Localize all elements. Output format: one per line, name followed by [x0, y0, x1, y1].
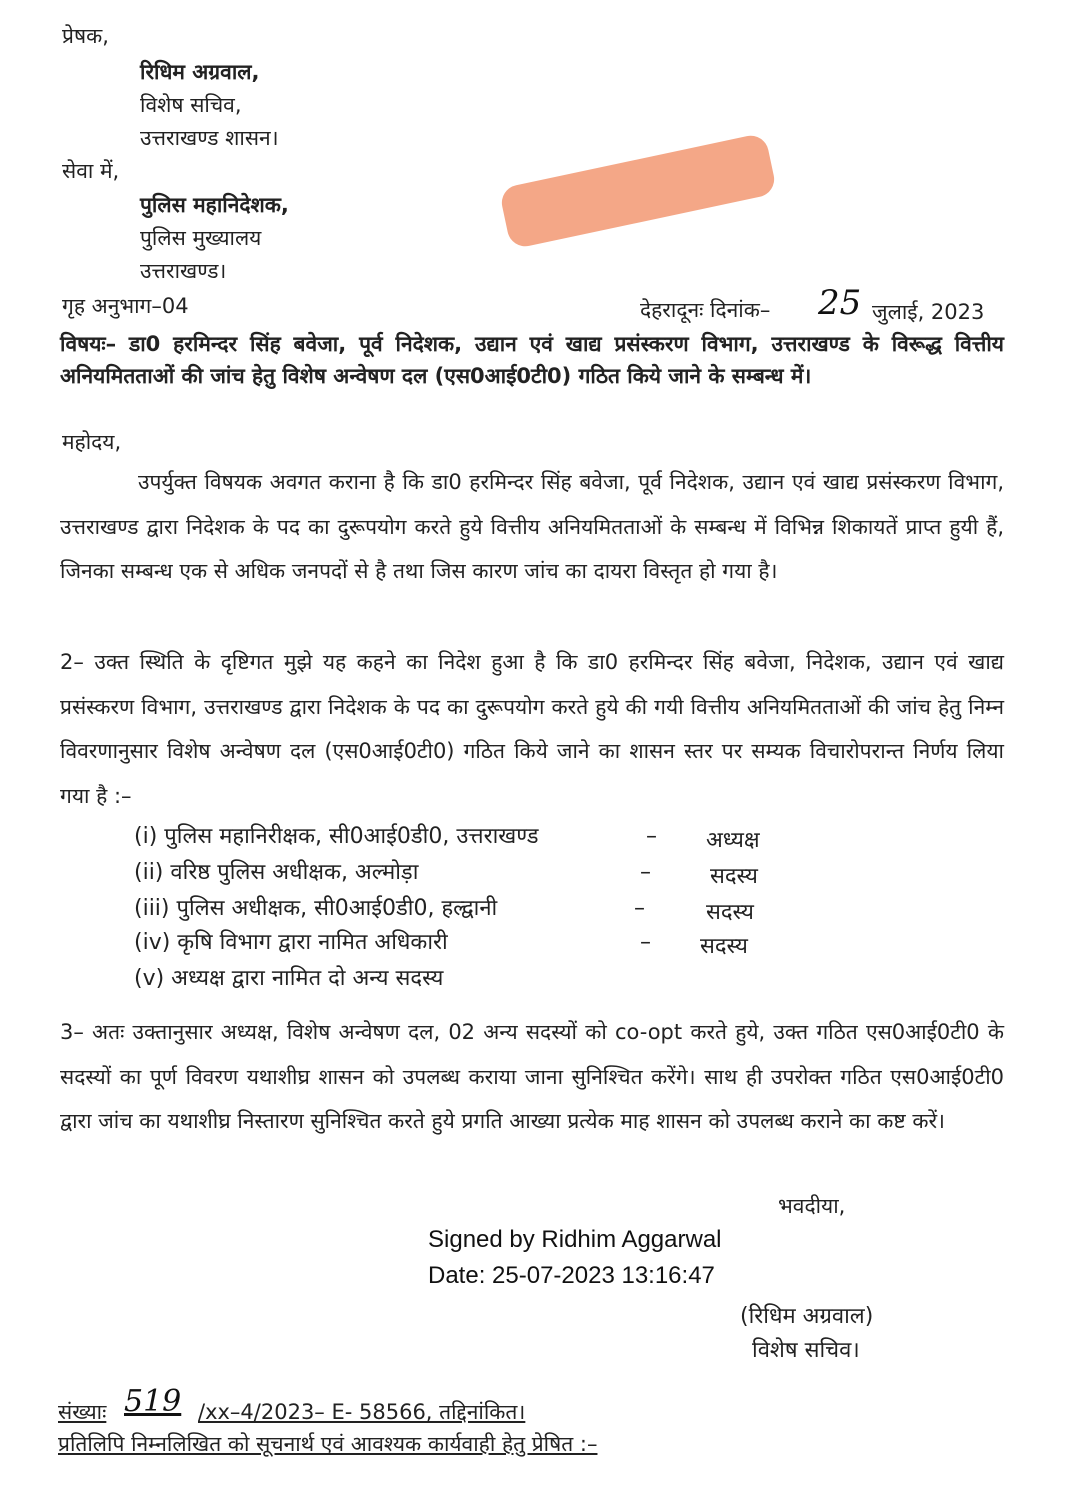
member-4-role: सदस्य	[700, 934, 748, 959]
signatory-designation: विशेष सचिव।	[752, 1338, 860, 1363]
date-prefix: देहरादूनः दिनांक–	[640, 298, 771, 322]
paragraph-1: उपर्युक्त विषयक अवगत कराना है कि डा0 हरमिन्दर सिंह बवेजा, पूर्व निदेशक, उद्यान एवं खाद्य प्रसंस्करण विभाग, उत्तराखण्ड द्वारा निदेशक के पद का दुरूपयोग करते हुये वित्तीय अनियमितताओं के सम्बन्ध में विभिन्न शिकायतें प्राप्त हुयी हैं, जिनका सम्बन्ध एक से अधिक जनपदों से है तथा जिस कारण जांच का दायरा विस्तृत हो गया है।	[60, 470, 1004, 583]
member-3: (iii) पुलिस अधीक्षक, सी0आई0डी0, हल्द्वानी	[134, 896, 498, 921]
paragraph-2: 2– उक्त स्थिति के दृष्टिगत मुझे यह कहने का निदेश हुआ है कि डा0 हरमिन्दर सिंह बवेजा, निदेशक, उद्यान एवं खाद्य प्रसंस्करण विभाग, उत्तराखण्ड द्वारा निदेशक के पद का दुरूपयोग करते हुये की गयी वित्तीय अनियमितताओं की जांच हेतु निम्न विवरणानुसार विशेष अन्वेषण दल (एस0आई0टी0) गठित किये जाने का शासन स्तर पर सम्यक विचारोपरान्त निर्णय लिया गया है :–	[60, 650, 1004, 808]
closing: भवदीया,	[778, 1194, 846, 1218]
highlight-mark	[499, 132, 778, 249]
date-month-year: जुलाई, 2023	[872, 300, 985, 324]
sender-name: रिधिम अग्रवाल,	[140, 60, 260, 84]
member-4-dash: –	[640, 930, 651, 955]
recipient-line-3: उत्तराखण्ड।	[140, 259, 227, 283]
member-4: (iv) कृषि विभाग द्वारा नामित अधिकारी	[134, 930, 448, 955]
member-3-role: सदस्य	[706, 900, 754, 925]
reference-prefix: संख्याः	[58, 1400, 107, 1424]
member-1-role: अध्यक्ष	[706, 828, 760, 853]
member-1-dash: –	[646, 824, 657, 849]
reference-number: 519	[124, 1384, 182, 1419]
reference-suffix: /xx–4/2023– E- 58566, तद्दिनांकित।	[198, 1400, 526, 1424]
salutation: महोदय,	[62, 430, 122, 454]
recipient-line-2: पुलिस मुख्यालय	[140, 226, 262, 250]
recipient-label: सेवा में,	[62, 159, 120, 183]
sender-designation: विशेष सचिव,	[140, 93, 242, 117]
member-2-dash: –	[640, 860, 651, 885]
sender-label: प्रेषक,	[62, 24, 109, 48]
paragraph-3: 3– अतः उक्तानुसार अध्यक्ष, विशेष अन्वेषण दल, 02 अन्य सदस्यों को co-opt करते हुये, उक्त गठित एस0आई0टी0 के सदस्यों का पूर्ण विवरण यथाशीघ्र शासन को उपलब्ध कराया जाना सुनिश्चित करेंगे। साथ ही उपरोक्त गठित एस0आई0टी0 द्वारा जांच का यथाशीघ्र निस्तारण सुनिश्चित करते हुये प्रगति आख्या प्रत्येक माह शासन को उपलब्ध कराने का कष्ट करें।	[60, 1020, 1004, 1133]
subject: विषयः– डा0 हरमिन्दर सिंह बवेजा, पूर्व निदेशक, उद्यान एवं खाद्य प्रसंस्करण विभाग, उत्तराखण्ड के विरूद्ध वित्तीय अनियमितताओं की जांच हेतु विशेष अन्वेषण दल (एस0आई0टी0) गठित किये जाने के सम्बन्ध में।	[60, 332, 1004, 388]
copy-line: प्रतिलिपि निम्नलिखित को सूचनार्थ एवं आवश्यक कार्यवाही हेतु प्रेषित :–	[58, 1432, 598, 1456]
handwritten-day: 25	[818, 283, 862, 323]
member-1: (i) पुलिस महानिरीक्षक, सी0आई0डी0, उत्तराखण्ड	[134, 824, 539, 849]
section-label: गृह अनुभाग–04	[62, 294, 189, 318]
member-5: (v) अध्यक्ष द्वारा नामित दो अन्य सदस्य	[134, 966, 444, 991]
digital-signature-name: Signed by Ridhim Aggarwal	[428, 1226, 722, 1253]
member-2: (ii) वरिष्ठ पुलिस अधीक्षक, अल्मोड़ा	[134, 860, 419, 885]
sender-office: उत्तराखण्ड शासन।	[140, 126, 279, 150]
member-3-dash: –	[634, 896, 645, 921]
recipient-line-1: पुलिस महानिदेशक,	[140, 193, 289, 217]
digital-signature-date: Date: 25-07-2023 13:16:47	[428, 1262, 715, 1289]
signatory-name: (रिधिम अग्रवाल)	[740, 1304, 874, 1329]
member-2-role: सदस्य	[710, 864, 758, 889]
